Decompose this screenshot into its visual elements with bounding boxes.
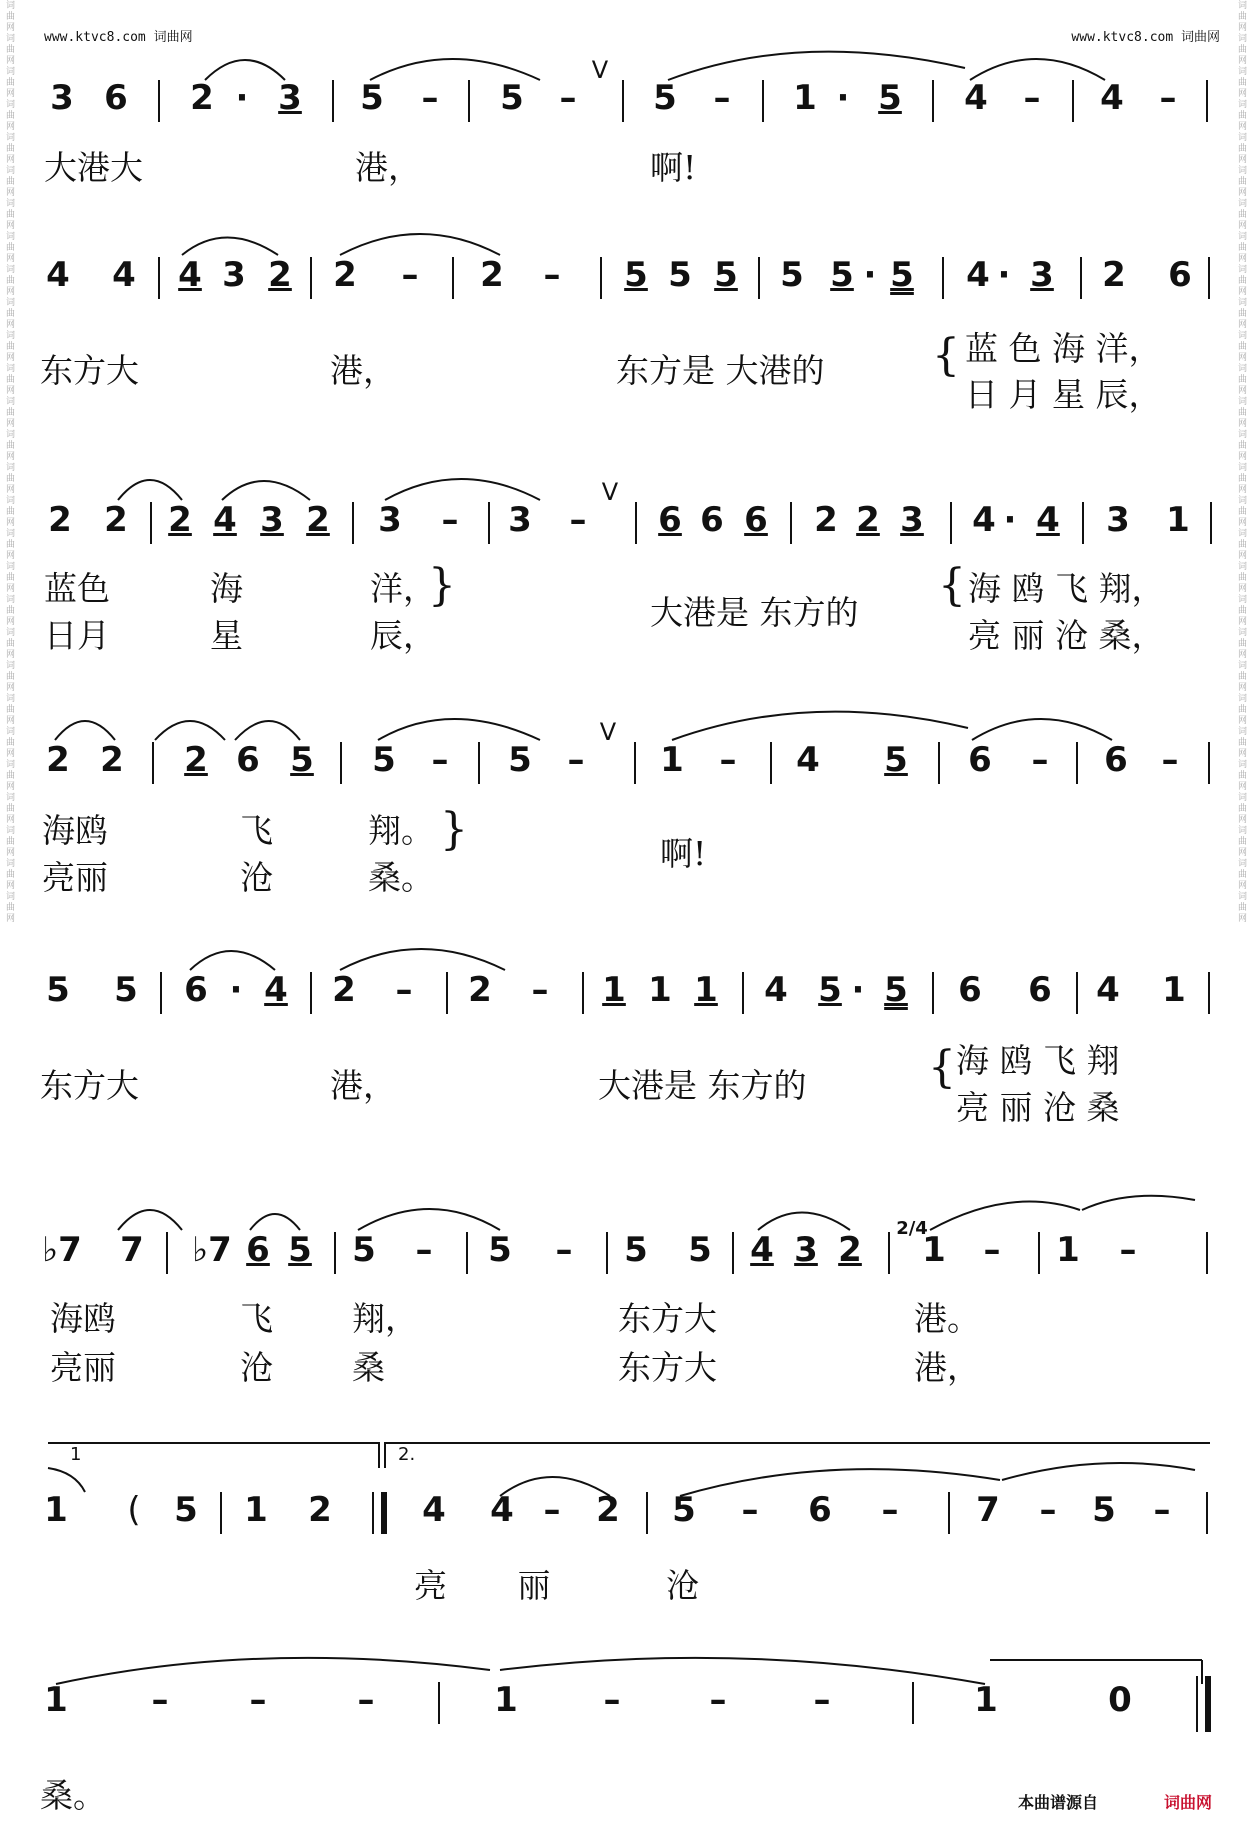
note: 5 — [884, 740, 908, 780]
note: 1 — [494, 1680, 518, 1720]
note: · — [235, 78, 249, 118]
lyric: 东方大 — [40, 1066, 139, 1105]
note: 2 — [48, 500, 72, 540]
note: 6 — [246, 1230, 270, 1270]
note: 4 — [964, 78, 988, 118]
note: 3 — [1106, 500, 1130, 540]
note: 1 — [694, 970, 718, 1010]
note: 7 — [976, 1490, 1000, 1530]
note: · — [863, 255, 877, 295]
watermark-right: 词曲网词曲网词曲网词曲网词曲网词曲网词曲网词曲网词曲网词曲网词曲网词曲网词曲网词曲网词曲网词曲网词曲网词曲网词曲网词曲网词曲网词曲网词曲网词曲网词曲网词曲网词曲网词曲网 — [1236, 0, 1246, 924]
lyric: 沧 — [240, 858, 273, 897]
note: 5 — [653, 78, 677, 118]
note: · — [997, 255, 1011, 295]
lyric: 大港是 东方的 — [650, 593, 859, 632]
note: 4 — [1036, 500, 1060, 540]
note: 1 — [44, 1680, 68, 1720]
note: – — [543, 255, 561, 295]
note: 6 — [1104, 740, 1128, 780]
note: 5 — [508, 740, 532, 780]
note: 4 — [750, 1230, 774, 1270]
lyric: 日月 — [44, 616, 110, 655]
lyric: 蓝 色 海 洋， — [965, 329, 1162, 368]
note: – — [543, 1490, 561, 1530]
note: 4 — [46, 255, 70, 295]
note: – — [395, 970, 413, 1010]
time-signature: 2/4 — [896, 1218, 928, 1239]
brace: { — [928, 1042, 956, 1093]
lyric: 大港是 东方的 — [598, 1066, 807, 1105]
note: – — [421, 78, 439, 118]
note: 3 — [222, 255, 246, 295]
repeat-barline — [372, 1492, 387, 1534]
note: – — [441, 500, 459, 540]
lyric: 桑。 — [368, 858, 434, 897]
volta-label-1: 1 — [70, 1444, 82, 1465]
header-site-left: www.ktvc8.com 词曲网 — [44, 30, 193, 45]
lyric: 飞 — [240, 1299, 273, 1338]
note: 5 — [714, 255, 738, 295]
note: 5 — [668, 255, 692, 295]
note: 2 — [856, 500, 880, 540]
note: 1 — [602, 970, 626, 1010]
note: 1 — [974, 1680, 998, 1720]
note: 6 — [808, 1490, 832, 1530]
note: – — [1031, 740, 1049, 780]
lyric: 啊! — [650, 148, 697, 187]
note: – — [1161, 740, 1179, 780]
note: 5 — [352, 1230, 376, 1270]
note: – — [1023, 78, 1041, 118]
note: 4 — [422, 1490, 446, 1530]
lyric: 翔， — [352, 1299, 418, 1338]
note: 3 — [378, 500, 402, 540]
note: 5 — [688, 1230, 712, 1270]
lyric: 沧 — [666, 1566, 699, 1605]
lyric: 东方大 — [40, 351, 139, 390]
note: · — [229, 970, 243, 1010]
lyric: 洋， — [370, 569, 436, 608]
note: 5 — [360, 78, 384, 118]
note: 6 — [744, 500, 768, 540]
lyric: 海 — [210, 569, 243, 608]
note: 4 — [178, 255, 202, 295]
note: 5 — [46, 970, 70, 1010]
note: – — [741, 1490, 759, 1530]
note: – — [1159, 78, 1177, 118]
note: 6 — [1168, 255, 1192, 295]
lyric: 东方大 — [618, 1348, 717, 1387]
note: 5 — [884, 970, 908, 1010]
note: – — [813, 1680, 831, 1720]
note: 1 — [44, 1490, 68, 1530]
brace: { — [938, 560, 966, 611]
note: 1 — [1162, 970, 1186, 1010]
lyric: 港， — [330, 1066, 396, 1105]
note: 4 — [264, 970, 288, 1010]
lyric: 飞 — [240, 811, 273, 850]
note: 2 — [332, 970, 356, 1010]
note: · — [851, 970, 865, 1010]
paren: ( — [127, 1490, 141, 1530]
note: 5 — [830, 255, 854, 295]
lyric: 日 月 星 辰， — [965, 375, 1162, 414]
note: 7 — [120, 1230, 144, 1270]
lyric: 海 鸥 飞 翔 — [956, 1041, 1120, 1080]
note: 5 — [500, 78, 524, 118]
note: – — [415, 1230, 433, 1270]
header-site-right: www.ktvc8.com 词曲网 — [1071, 30, 1220, 45]
lyric: 亮丽 — [50, 1348, 116, 1387]
note: 2 — [333, 255, 357, 295]
note: 6 — [700, 500, 724, 540]
note: 6 — [1028, 970, 1052, 1010]
lyric: 沧 — [240, 1348, 273, 1387]
note: – — [567, 740, 585, 780]
note: 2 — [308, 1490, 332, 1530]
lyric: 港， — [330, 351, 396, 390]
lyric: 亮 丽 沧 桑， — [968, 616, 1165, 655]
note: – — [531, 970, 549, 1010]
note: – — [881, 1490, 899, 1530]
lyric: 亮丽 — [42, 858, 108, 897]
note: 4 — [112, 255, 136, 295]
note: 6 — [658, 500, 682, 540]
note: 1 — [793, 78, 817, 118]
volta-label-2: 2. — [398, 1444, 416, 1465]
note: 5 — [288, 1230, 312, 1270]
lyric: 港， — [355, 148, 421, 187]
note: 2 — [1102, 255, 1126, 295]
note: 6 — [958, 970, 982, 1010]
note: 5 — [890, 255, 914, 295]
note: 5 — [878, 78, 902, 118]
lyric: 蓝色 — [44, 569, 110, 608]
note: – — [1119, 1230, 1137, 1270]
lyric: 翔。 — [368, 811, 434, 850]
note: · — [1003, 500, 1017, 540]
note: 6 — [104, 78, 128, 118]
breath-mark: V — [601, 478, 619, 506]
note: – — [713, 78, 731, 118]
note: 1 — [922, 1230, 946, 1270]
lyric: 亮 丽 沧 桑 — [956, 1088, 1120, 1127]
note: 2 — [468, 970, 492, 1010]
lyric: 桑。 — [40, 1776, 106, 1815]
note: 5 — [672, 1490, 696, 1530]
note: 4 — [213, 500, 237, 540]
lyric: 星 — [210, 616, 243, 655]
note: 4 — [1096, 970, 1120, 1010]
note: 2 — [104, 500, 128, 540]
note: – — [559, 78, 577, 118]
lyric: 桑 — [352, 1348, 385, 1387]
note: 6 — [184, 970, 208, 1010]
note: 3 — [900, 500, 924, 540]
note: 1 — [648, 970, 672, 1010]
note: 4 — [490, 1490, 514, 1530]
lyric: 海 鸥 飞 翔， — [968, 569, 1165, 608]
note: 2 — [814, 500, 838, 540]
lyric: 海鸥 — [42, 811, 108, 850]
lyric: 东方大 — [618, 1299, 717, 1338]
note: 1 — [1056, 1230, 1080, 1270]
lyric: 港， — [914, 1348, 980, 1387]
note: 5 — [780, 255, 804, 295]
note: 1 — [1166, 500, 1190, 540]
note: 3 — [50, 78, 74, 118]
note: 2 — [190, 78, 214, 118]
note: 2 — [306, 500, 330, 540]
note: 5 — [1092, 1490, 1116, 1530]
footer-source-label: 本曲谱源自 — [1018, 1793, 1099, 1812]
note: 2 — [168, 500, 192, 540]
note: – — [401, 255, 419, 295]
note: 6 — [236, 740, 260, 780]
note: 5 — [174, 1490, 198, 1530]
note: – — [249, 1680, 267, 1720]
note: – — [719, 740, 737, 780]
note: – — [555, 1230, 573, 1270]
slur-arcs — [0, 40, 1250, 100]
final-barline — [1196, 1676, 1211, 1732]
note: – — [431, 740, 449, 780]
lyric: 东方是 大港的 — [616, 351, 825, 390]
lyric: 大港大 — [44, 148, 143, 187]
note: 5 — [372, 740, 396, 780]
note: – — [151, 1680, 169, 1720]
lyric: 啊! — [660, 834, 707, 873]
brace: } — [440, 804, 468, 855]
note: ♭7 — [192, 1230, 232, 1270]
breath-mark: V — [599, 718, 617, 746]
note: 3 — [794, 1230, 818, 1270]
note: – — [1153, 1490, 1171, 1530]
note: 3 — [508, 500, 532, 540]
lyric: 辰， — [370, 616, 436, 655]
note: 5 — [818, 970, 842, 1010]
note: 4 — [796, 740, 820, 780]
note: ♭7 — [42, 1230, 82, 1270]
note: 2 — [268, 255, 292, 295]
note: 3 — [1030, 255, 1054, 295]
note: 2 — [838, 1230, 862, 1270]
note: 4 — [966, 255, 990, 295]
note: – — [357, 1680, 375, 1720]
breath-mark: V — [591, 56, 609, 84]
note: 1 — [244, 1490, 268, 1530]
note: 3 — [260, 500, 284, 540]
note: 4 — [972, 500, 996, 540]
lyric: 港。 — [914, 1299, 980, 1338]
note: 5 — [114, 970, 138, 1010]
note: 2 — [184, 740, 208, 780]
note: 3 — [278, 78, 302, 118]
note: 4 — [1100, 78, 1124, 118]
brace: } — [428, 560, 456, 611]
note: – — [603, 1680, 621, 1720]
lyric: 亮 丽 — [414, 1566, 581, 1605]
watermark-left: 词曲网词曲网词曲网词曲网词曲网词曲网词曲网词曲网词曲网词曲网词曲网词曲网词曲网词曲网词曲网词曲网词曲网词曲网词曲网词曲网词曲网词曲网词曲网词曲网词曲网词曲网词曲网词曲网 — [4, 0, 14, 924]
note: · — [836, 78, 850, 118]
brace: { — [932, 330, 960, 381]
note: 2 — [100, 740, 124, 780]
note: – — [1039, 1490, 1057, 1530]
note: 5 — [290, 740, 314, 780]
slur-arcs — [0, 1640, 1250, 1700]
note: 2 — [46, 740, 70, 780]
note: 5 — [624, 1230, 648, 1270]
note: 2 — [480, 255, 504, 295]
note: – — [983, 1230, 1001, 1270]
lyric: 海鸥 — [50, 1299, 116, 1338]
note: 0 — [1108, 1680, 1132, 1720]
note: 5 — [488, 1230, 512, 1270]
note: – — [569, 500, 587, 540]
footer-source-link[interactable]: 词曲网 — [1164, 1793, 1213, 1812]
note: 5 — [624, 255, 648, 295]
note: 2 — [596, 1490, 620, 1530]
note: 4 — [764, 970, 788, 1010]
note: 6 — [968, 740, 992, 780]
note: 1 — [660, 740, 684, 780]
note: – — [709, 1680, 727, 1720]
